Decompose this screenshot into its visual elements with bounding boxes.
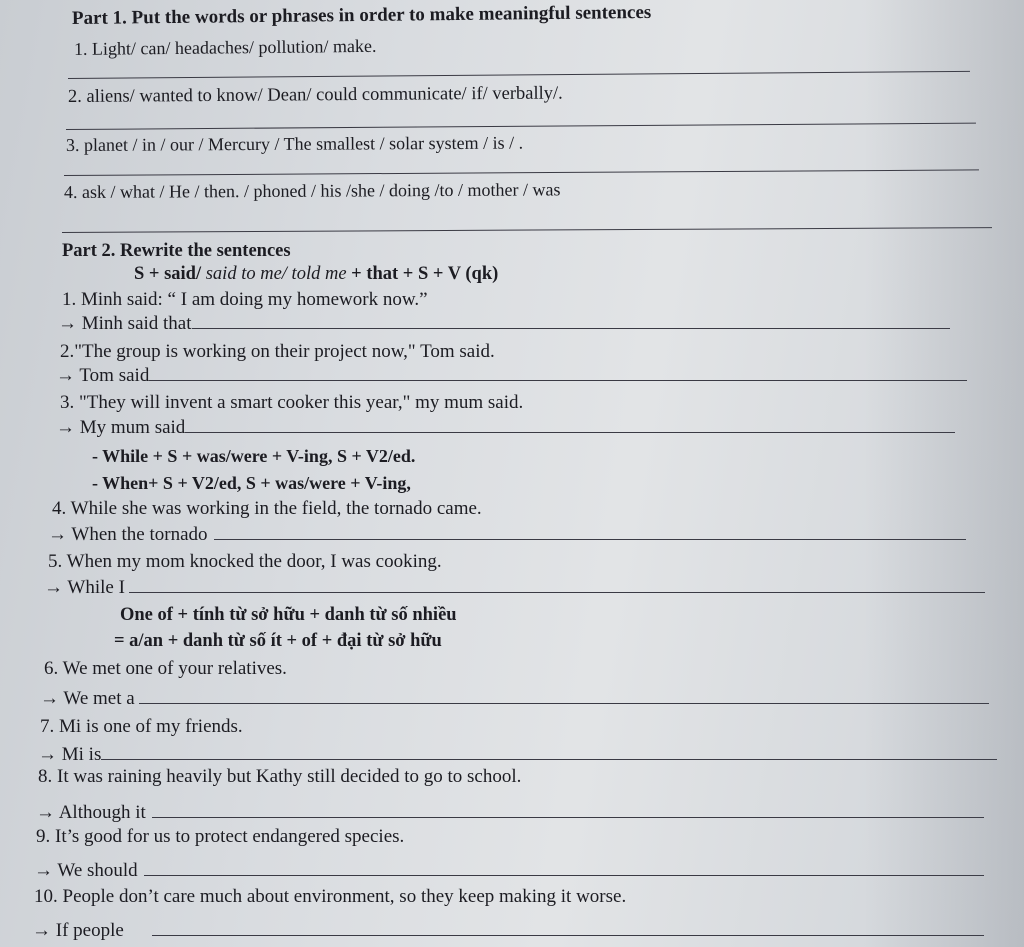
- formula-one-of: One of + tính từ sở hữu + danh từ số nhiều: [120, 605, 457, 625]
- answer-8-prompt: → Although it: [36, 802, 146, 823]
- formula-part-a: S + said/: [134, 264, 206, 284]
- question-4: 4. While she was working in the field, the tornado came.: [52, 498, 482, 519]
- answer-6-prompt: → We met a: [40, 688, 135, 709]
- formula-reported-speech: [134, 263, 498, 285]
- answer-1-blank[interactable]: [192, 314, 950, 329]
- answer-5-prompt: → While I: [44, 577, 125, 598]
- answer-9-prompt: → We should: [34, 860, 138, 881]
- question-1: 1. Minh said: “ I am doing my homework now.”: [62, 289, 428, 310]
- part1-item-3: 3. planet / in / our / Mercury / The smallest / solar system / is / .: [65, 132, 524, 155]
- answer-3-blank[interactable]: [185, 418, 955, 433]
- question-8: 8. It was raining heavily but Kathy still decided to go to school.: [38, 766, 522, 787]
- answer-3-prompt: → My mum said: [56, 417, 186, 438]
- question-6: 6. We met one of your relatives.: [44, 658, 287, 679]
- formula-part-c: + that + S + V (qk): [346, 264, 499, 284]
- part1-item-2: 2. aliens/ wanted to know/ Dean/ could communicate/ if/ verbally/.: [67, 83, 563, 107]
- question-3: 3. "They will invent a smart cooker this year," my mum said.: [60, 392, 524, 413]
- answer-1: [58, 313, 950, 335]
- answer-8-blank[interactable]: [152, 803, 984, 818]
- answer-2-blank[interactable]: [149, 366, 967, 381]
- answer-5-blank[interactable]: [129, 578, 985, 593]
- formula-possessive: = a/an + danh từ số ít + of + đại từ sở hữu: [114, 631, 442, 651]
- part1-item-1: 1. Light/ can/ headaches/ pollution/ make.: [73, 35, 377, 59]
- answer-8: [36, 802, 984, 824]
- answer-6: [40, 688, 989, 710]
- answer-9: [34, 860, 984, 882]
- answer-line-2: [66, 123, 976, 130]
- question-9: 9. It’s good for us to protect endangered species.: [36, 826, 405, 847]
- answer-10-prompt: → If people: [32, 920, 124, 941]
- answer-line-3: [64, 169, 979, 176]
- formula-part-b: said to me/ told me: [205, 264, 347, 284]
- part1-item-4: 4. ask / what / He / then. / phoned / his /she / doing /to / mother / was: [63, 179, 561, 202]
- answer-4-blank[interactable]: [214, 525, 966, 540]
- question-2: 2."The group is working on their project now," Tom said.: [60, 341, 495, 362]
- question-7: 7. Mi is one of my friends.: [40, 716, 243, 737]
- answer-6-blank[interactable]: [139, 689, 989, 704]
- formula-when: - When+ S + V2/ed, S + was/were + V-ing,: [92, 473, 411, 493]
- part1-title: Part 1. Put the words or phrases in order to make meaningful sentences: [71, 1, 652, 29]
- answer-3: [56, 417, 955, 439]
- answer-4: [48, 524, 966, 546]
- question-5: 5. When my mom knocked the door, I was cooking.: [48, 551, 442, 572]
- answer-2-prompt: → Tom said: [56, 365, 150, 386]
- answer-7-prompt: → Mi is: [38, 744, 102, 765]
- answer-2: [56, 365, 967, 387]
- answer-line-1: [68, 71, 970, 79]
- answer-7: [38, 744, 997, 766]
- formula-while: - While + S + was/were + V-ing, S + V2/ed.: [92, 446, 416, 466]
- answer-10-blank[interactable]: [152, 921, 984, 936]
- answer-line-4: [62, 227, 992, 233]
- answer-9-blank[interactable]: [144, 861, 984, 876]
- answer-10: [32, 920, 984, 942]
- part2-title: Part 2. Rewrite the sentences: [62, 241, 291, 261]
- answer-5: [44, 577, 985, 599]
- answer-7-blank[interactable]: [101, 745, 997, 760]
- answer-1-prompt: → Minh said that: [58, 313, 192, 334]
- question-10: 10. People don’t care much about environment, so they keep making it worse.: [34, 886, 627, 907]
- answer-4-prompt: → When the tornado: [48, 524, 208, 545]
